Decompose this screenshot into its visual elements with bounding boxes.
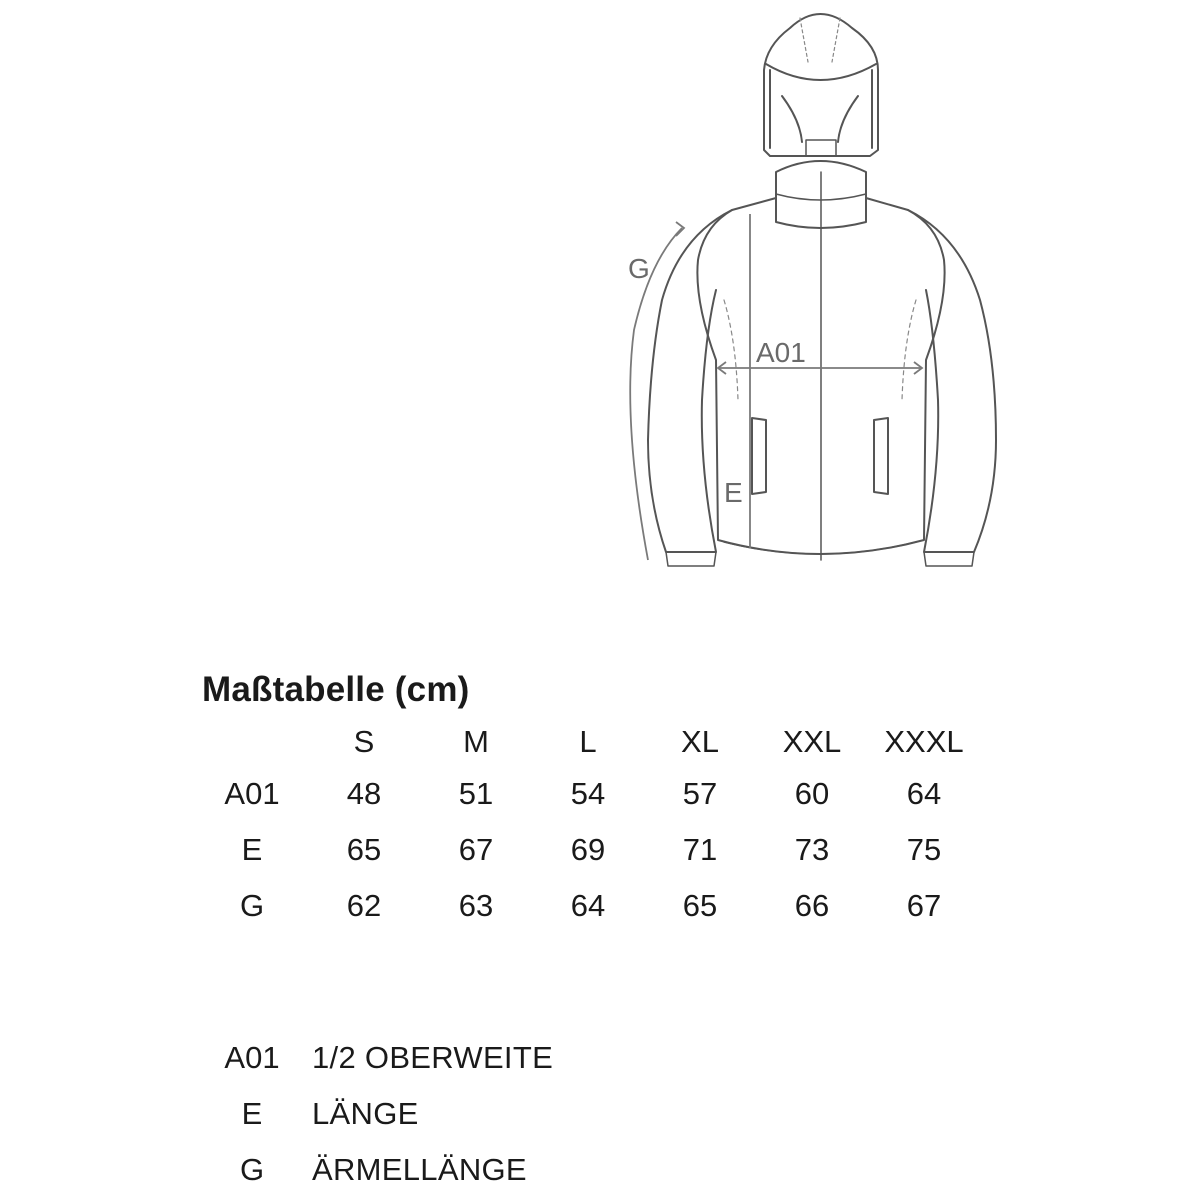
legend-code: A01 [224,1040,280,1075]
table-cell: 73 [794,832,830,867]
left-pocket [752,418,766,494]
table-cell: 62 [346,888,382,923]
table-cell: 64 [906,776,942,811]
right-sleeve [908,210,996,552]
legend-item [196,1030,553,1086]
right-pocket [874,418,888,494]
table-cell: 67 [458,832,494,867]
legend-code: G [239,1152,265,1187]
label-g: G [628,253,650,284]
table-row [196,766,980,822]
legend-code: E [241,1096,263,1131]
table-cell: 57 [682,776,718,811]
table-cell: 75 [906,832,942,867]
jacket-diagram [600,0,1020,590]
size-table [196,718,980,934]
hood-outline [764,14,878,156]
hood-inner [766,64,876,148]
legend-text: 1/2 OBERWEITE [312,1040,554,1075]
measurement-legend [196,1030,553,1198]
table-cell: 65 [346,832,382,867]
corner-cell [196,718,308,766]
size-header: S [353,724,375,759]
size-header: M [463,724,489,759]
table-title: Maßtabelle (cm) [202,670,470,709]
legend-item [196,1142,553,1198]
label-a01: A01 [756,337,806,368]
table-cell: 51 [458,776,494,811]
legend-text: LÄNGE [312,1096,419,1131]
size-header: XXL [782,724,842,759]
size-header: XL [681,724,719,759]
row-label: A01 [224,776,280,811]
size-header-row [196,718,980,766]
legend-item [196,1086,553,1142]
table-cell: 63 [458,888,494,923]
size-header: XXXL [884,724,964,759]
label-e: E [724,477,743,508]
table-row [196,878,980,934]
table-cell: 54 [570,776,606,811]
table-cell: 48 [346,776,382,811]
size-header: L [579,724,597,759]
table-cell: 66 [794,888,830,923]
table-cell: 67 [906,888,942,923]
table-cell: 71 [682,832,718,867]
left-sleeve [648,210,732,552]
row-label: G [239,888,265,923]
legend-text: ÄRMELLÄNGE [312,1152,527,1187]
table-cell: 65 [682,888,718,923]
table-cell: 69 [570,832,606,867]
table-row [196,822,980,878]
table-cell: 64 [570,888,606,923]
table-cell: 60 [794,776,830,811]
row-label: E [241,832,263,867]
